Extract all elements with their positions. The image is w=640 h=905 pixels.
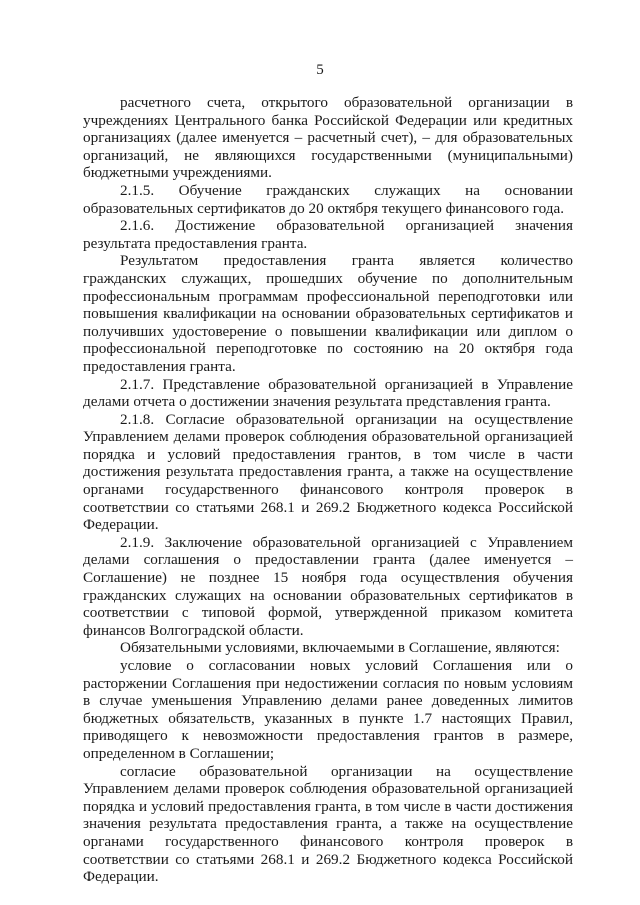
- document-body: [83, 94, 573, 886]
- paragraph-grant-result: Результатом предоставления гранта является количество гражданских служащих, прошедших обучение по дополнительным профессиональным программам профессиональной переподготовки или повышения квалификации на основании образовательных сертификатов и получивших удостоверение о повышении квалификации или диплом о профессиональной переподготовке по состоянию на 20 октября года предоставления гранта.: [83, 252, 573, 375]
- paragraph-2-1-5: 2.1.5. Обучение гражданских служащих на основании образовательных сертификатов до 20 октября текущего финансового года.: [83, 181, 573, 217]
- paragraph-2-1-8: 2.1.8. Согласие образовательной организации на осуществление Управлением делами проверок соблюдения образовательной организацией порядка и условий предоставления грантов, в том числе в части достижения результата предоставления гранта, а также на осуществление органами государственного финансового контроля проверок в соответствии со статьями 268.1 и 269.2 Бюджетного кодекса Российской Федерации.: [83, 410, 573, 534]
- paragraph-settlement-account: расчетного счета, открытого образовательной организации в учреждениях Центрального банка Российской Федерации или кредитных организациях (далее именуется – расчетный счет), – для образовательных организаций, не являющихся государственными (муниципальными) бюджетными учреждениями.: [83, 94, 573, 182]
- paragraph-condition-consent: согласие образовательной организации на осуществление Управлением делами проверок соблюдения образовательной организацией порядка и условий предоставления гранта, в том числе в части достижения значения результата предоставления гранта, а также на осуществление органами государственного финансового контроля проверок в соответствии со статьями 268.1 и 269.2 Бюджетного кодекса Российской Федерации.: [83, 762, 573, 886]
- paragraph-2-1-6: 2.1.6. Достижение образовательной организацией значения результата предоставления гранта.: [83, 217, 573, 252]
- paragraph-condition-renegotiation: условие о согласовании новых условий Соглашения или о расторжении Соглашения при недостижении согласия по новым условиям в случае уменьшения Управлению делами ранее доведенных лимитов бюджетных обязательств, указанных в пункте 1.7 настоящих Правил, приводящего к невозможности предоставления грантов в размере, определенном в Соглашении;: [83, 657, 573, 762]
- paragraph-2-1-9: 2.1.9. Заключение образовательной организацией с Управлением делами соглашения о предоставлении гранта (далее именуется – Соглашение) не позднее 15 ноября года осуществления обучения гражданских служащих на основании образовательных сертификатов в соответствии с типовой формой, утвержденной приказом комитета финансов Волгоградской области.: [83, 533, 573, 639]
- page-number: 5: [316, 62, 324, 78]
- paragraph-mandatory-conditions: Обязательными условиями, включаемыми в Соглашение, являются:: [120, 639, 560, 657]
- paragraph-2-1-7: 2.1.7. Представление образовательной организацией в Управление делами отчета о достижении значения результата представления гранта.: [83, 375, 573, 411]
